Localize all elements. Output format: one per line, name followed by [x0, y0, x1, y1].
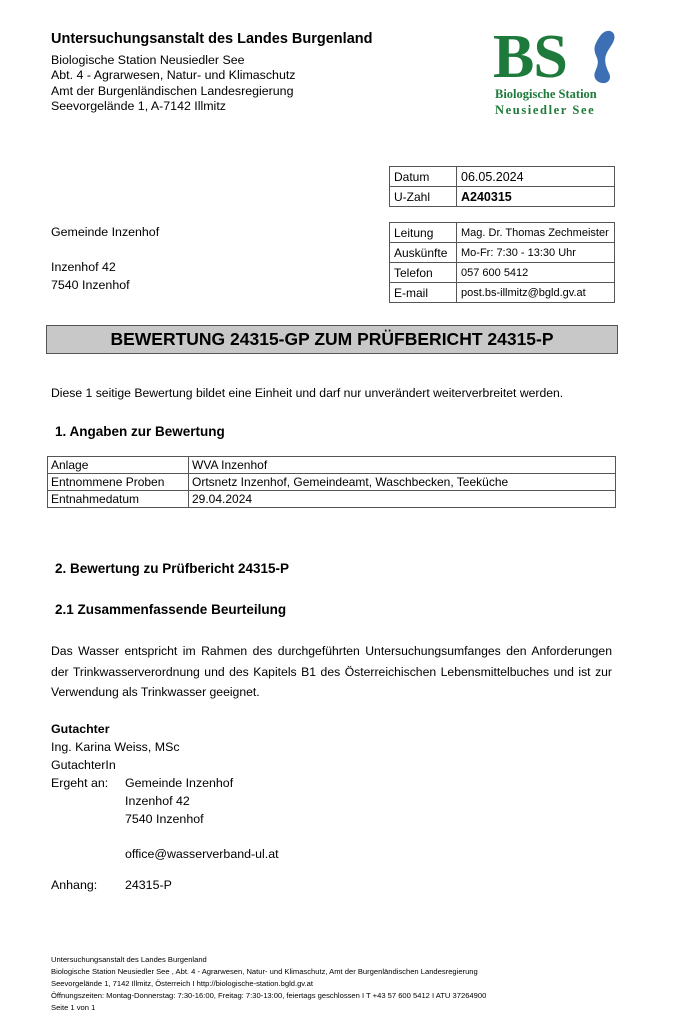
table-row [48, 457, 616, 474]
logo-subtitle-2: Neusiedler See [495, 103, 596, 117]
recipient-line: Inzenhof 42 [125, 794, 190, 808]
contact-value: Mo-Fr: 7:30 - 13:30 Uhr [457, 243, 615, 263]
page-footer [51, 954, 486, 1014]
recipients-label: Ergeht an: [51, 776, 109, 790]
meta-table [389, 166, 615, 207]
detail-key: Anlage [48, 457, 189, 474]
section-2-heading: 2. Bewertung zu Prüfbericht 24315-P [55, 561, 290, 576]
contact-value: 057 600 5412 [457, 263, 615, 283]
recipient-line: 7540 Inzenhof [125, 812, 204, 826]
table-row [48, 474, 616, 491]
table-row [390, 167, 615, 187]
signature-label: Gutachter [51, 722, 110, 736]
footer-line: Öffnungszeiten: Montag-Donnerstag: 7:30-16:00, Freitag: 7:30-13:00, feiertags geschlossen I T +43 57 600 5412 I ATU 37264900 [51, 991, 487, 1000]
detail-key: Entnahmedatum [48, 491, 189, 508]
recipient-name: Gemeinde Inzenhof [51, 225, 160, 239]
logo-subtitle-1: Biologische Station [495, 87, 597, 101]
table-row [390, 283, 615, 303]
document-title-banner: BEWERTUNG 24315-GP ZUM PRÜFBERICHT 24315-P [46, 325, 618, 354]
detail-key: Entnommene Proben [48, 474, 189, 491]
contact-value: Mag. Dr. Thomas Zechmeister [457, 223, 615, 243]
logo-letters: BS [493, 23, 567, 91]
org-line: Seevorgelände 1, A-7142 Illmitz [51, 99, 226, 114]
intro-text: Diese 1 seitige Bewertung bildet eine Einheit und darf nur unverändert weiterverbreitet werden. [51, 386, 564, 400]
footer-line: Untersuchungsanstalt des Landes Burgenland [51, 955, 207, 964]
table-row [48, 491, 616, 508]
recipient-city: 7540 Inzenhof [51, 278, 130, 292]
org-line: Biologische Station Neusiedler See [51, 53, 245, 67]
recipient-street: Inzenhof 42 [51, 260, 116, 274]
meta-value: A240315 [457, 187, 615, 207]
footer-line: Biologische Station Neusiedler See , Abt. 4 - Agrarwesen, Natur- und Klimaschutz, Amt der Burgenländischen Landesregierung [51, 967, 478, 976]
footer-line: Seevorgelände 1, 7142 Illmitz, Österreich I http://biologische-station.bgld.gv.at [51, 979, 313, 988]
page-number: Seite 1 von 1 [51, 1003, 96, 1012]
org-title: Untersuchungsanstalt des Landes Burgenland [51, 31, 373, 47]
org-line: Amt der Burgenländischen Landesregierung [51, 83, 294, 98]
table-row [390, 243, 615, 263]
contact-table [389, 222, 615, 303]
contact-key: Telefon [390, 263, 457, 283]
contact-key: E-mail [390, 283, 457, 303]
lake-icon [581, 29, 617, 85]
table-row [390, 187, 615, 207]
attachment-label: Anhang: [51, 878, 98, 892]
attachment-value: 24315-P [125, 878, 172, 892]
evaluation-details-table [47, 456, 616, 508]
contact-key: Auskünfte [390, 243, 457, 263]
section-2-1-heading: 2.1 Zusammenfassende Beurteilung [55, 602, 287, 617]
signature-name: Ing. Karina Weiss, MSc [51, 740, 180, 754]
detail-value: 29.04.2024 [189, 491, 616, 508]
table-row [390, 263, 615, 283]
table-row [390, 223, 615, 243]
bs-logo [493, 23, 623, 121]
meta-key: U-Zahl [390, 187, 457, 207]
org-address-block [51, 53, 295, 115]
section-1-heading: 1. Angaben zur Bewertung [55, 424, 225, 439]
org-line: Abt. 4 - Agrarwesen, Natur- und Klimaschutz [51, 68, 296, 83]
assessment-paragraph: Das Wasser entspricht im Rahmen des durchgeführten Untersuchungsumfanges den Anforderungen der Trinkwasserverordnung und des Kapitels B1 des Österreichischen Lebensmittelbuches und ist zur Verwendung als Trinkwasser geeignet. [51, 644, 612, 699]
detail-value: WVA Inzenhof [189, 457, 616, 474]
contact-key: Leitung [390, 223, 457, 243]
signature-role: GutachterIn [51, 758, 116, 772]
meta-value: 06.05.2024 [457, 167, 615, 187]
recipient-email: office@wasserverband-ul.at [125, 847, 279, 861]
recipient-line: Gemeinde Inzenhof [125, 776, 234, 790]
meta-key: Datum [390, 167, 457, 187]
contact-value: post.bs-illmitz@bgld.gv.at [457, 283, 615, 303]
detail-value: Ortsnetz Inzenhof, Gemeindeamt, Waschbecken, Teeküche [189, 474, 616, 491]
